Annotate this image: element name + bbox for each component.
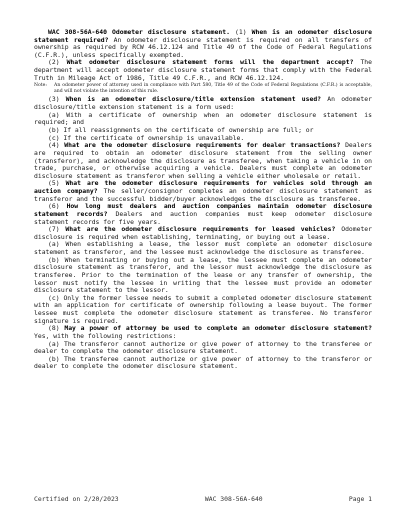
section-3	[34, 96, 372, 111]
section-5	[34, 180, 372, 203]
note	[34, 83, 372, 94]
subsection-number: (8)	[48, 324, 60, 333]
question: When is an odometer disclosure/title extension statement used?	[65, 95, 322, 104]
answer: The department will accept odometer disclosure statement forms that comply with the Federal Truth in Mileage Act of 1986, Title 49 C.F.R., and RCW 46.12.124.	[34, 58, 372, 82]
question: What are the odometer disclosure requirements for leased vehicles?	[65, 225, 336, 234]
question: What are the odometer disclosure requirements for vehicles sold through an auction company?	[34, 179, 372, 196]
section-8	[34, 325, 372, 340]
answer: Yes, with the following restrictions:	[34, 331, 177, 340]
section-7	[34, 226, 372, 241]
note-text: An odometer power of attorney used in compliance with Part 580, Title 49 of the Code of Federal Regulations (C.F.R.) is acceptable, and will not violate the intention of this rule.	[54, 83, 372, 94]
answer: Dealers and auction companies must keep odometer disclosure statement records for five years.	[34, 209, 372, 226]
footer-code: WAC 308-56A-640	[204, 495, 263, 503]
certified-date: Certified on 2/20/2023	[34, 495, 119, 503]
answer: An odometer disclosure/title extension statement is a form used:	[34, 95, 372, 112]
clause-3c: (c) If the certificate of ownership is unavailable.	[48, 133, 245, 142]
section-4	[34, 142, 372, 180]
question: What odometer disclosure statement forms will the department accept?	[66, 58, 354, 67]
page-footer	[34, 496, 372, 504]
clause-8a: (a) The transferor cannot authorize or give power of attorney to the transferee or dealer to complete the odometer disclosure statement.	[34, 339, 372, 356]
answer: Odometer disclosure is required when establishing, terminating, or buying out a lease.	[34, 225, 372, 241]
answer: An odometer disclosure statement is required on all transfers of ownership as required by RCW 46.12.124 and Title 49 of the Code of Federal Regulations (C.F.R.), unless specifically exempted.	[34, 35, 372, 59]
clause-7c: (c) Only the former lessee needs to submit a completed odometer disclosure statement with an application for certificate of ownership following a lease buyout. The former lessee must complete the odometer disclosure statement as transferee. No transferor signature is required.	[34, 293, 372, 325]
subsection-number: (7)	[48, 225, 60, 234]
question: What are the odometer disclosure requirements for dealer transactions?	[64, 141, 341, 150]
page-number: Page 1	[348, 495, 372, 503]
subsection-number: (3)	[48, 95, 60, 104]
section-2	[34, 59, 372, 82]
answer: Dealers are required to obtain an odometer disclosure statement from the selling owner (transferor), and acknowledge the disclosure as transferee, when taking a vehicle in on trade, purchase, or otherwise acquiring a vehicle. Dealers must complete an odometer disclosure statement as transferor when selling a vehicle either wholesale or retail.	[34, 141, 372, 180]
subsection-number: (5)	[48, 179, 60, 188]
question: May a power of attorney be used to complete an odometer disclosure statement?	[64, 324, 372, 333]
subsection-number: (2)	[48, 58, 60, 67]
section-title: Odometer disclosure statement.	[112, 28, 230, 36]
document-body	[34, 29, 372, 371]
answer: The seller/consignor completes an odometer disclosure statement as transferor and the successful bidder/buyer acknowledges the disclosure as transferee.	[34, 187, 372, 203]
clause-7a: (a) When establishing a lease, the lessor must complete an odometer disclosure statement as transferor, and the lessee must acknowledge the disclosure as transferee.	[34, 240, 372, 257]
section-code: WAC 308-56A-640	[48, 28, 107, 36]
clause-7b: (b) When terminating or buying out a lease, the lessee must complete an odometer disclosure statement as transferor, and the lessor must acknowledge the disclosure as transferee. Prior to the termination of the lease or any transfer of ownership, the lessor must notify the lessee in writing that the lessee must provide an odometer disclosure statement to the lessor.	[34, 255, 372, 295]
clause-3b: (b) If all reassignments on the certificate of ownership are full; or	[48, 126, 314, 134]
subsection-number: (6)	[48, 202, 60, 211]
section-1	[34, 29, 372, 59]
question: How long must dealers and auction companies maintain odometer disclosure statement records?	[34, 202, 372, 218]
question: When is an odometer disclosure statement required?	[34, 28, 372, 44]
clause-8b: (b) The transferee cannot authorize or give power of attorney to the transferor or dealer to complete the odometer disclosure statement.	[34, 354, 372, 371]
subsection-number: (4)	[48, 141, 60, 150]
note-label: Note:	[34, 83, 47, 89]
subsection-number: (1)	[235, 28, 247, 36]
clause-3a: (a) With a certificate of ownership when an odometer disclosure statement is required; and	[34, 110, 372, 127]
section-6	[34, 203, 372, 226]
